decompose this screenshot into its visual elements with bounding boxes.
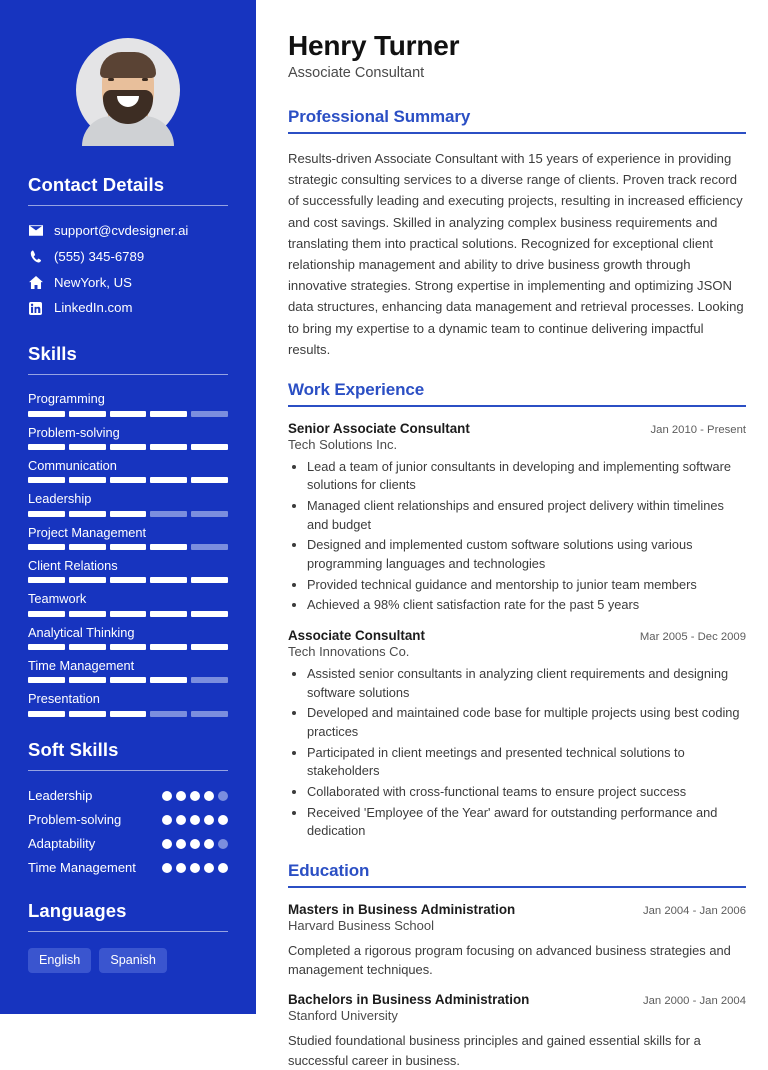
experience-entry-header [288,628,746,643]
education-degree: Bachelors in Business Administration [288,992,530,1008]
work-experience-rule [288,405,746,407]
skill-segment [69,577,106,583]
soft-skills-divider [28,770,228,771]
contact-email-text: support@cvdesigner.ai [54,223,189,238]
skill-segment [69,711,106,717]
experience-job-title: Associate Consultant [288,627,425,643]
skill-segment [69,611,106,617]
rating-dot [190,863,200,873]
soft-skill-row [28,835,228,852]
soft-skill-row [28,787,228,804]
skill-segment [191,677,228,683]
skill-label: Programming [28,391,105,407]
skill-segment [191,511,228,517]
skill-segment [150,511,187,517]
rating-dot [176,863,186,873]
rating-dot [176,839,186,849]
envelope-icon [28,225,43,236]
skills-list [28,391,228,716]
skill-segment [110,711,147,717]
experience-bullet: • Provided technical guidance and mentorship to junior team members [307,576,746,595]
skill-segment [28,677,65,683]
experience-bullet-list [288,665,746,841]
professional-summary-heading: Professional Summary [288,107,471,127]
skill-row [28,391,228,416]
skill-segment [150,444,187,450]
work-experience-heading: Work Experience [288,379,425,399]
skill-label: Project Management [28,524,147,540]
contact-linkedin-text: LinkedIn.com [54,300,133,316]
skill-segment [150,544,187,550]
section-work-experience [288,380,746,841]
rating-dot [190,791,200,801]
skill-label: Time Management [28,658,135,673]
experience-job-title: Senior Associate Consultant [288,420,470,436]
skill-row [28,458,228,483]
skill-level-bar [28,544,228,550]
skill-segment [191,644,228,650]
linkedin-icon [28,302,43,315]
experience-bullet: • Developed and maintained code base for multiple projects using best coding practices [307,704,746,741]
soft-skills-heading: Soft Skills [28,738,119,760]
section-professional-summary [288,107,746,360]
language-tag: Spanish [99,948,167,973]
education-entry-header [288,902,746,917]
languages-divider [28,931,228,932]
avatar [76,38,180,142]
skill-level-bar [28,644,228,650]
skill-label: Problem-solving [28,424,120,440]
soft-skill-label: Problem-solving [28,811,122,827]
rating-dot [162,815,172,825]
page-title: Henry Turner [288,30,460,61]
experience-bullet: • Achieved a 98% client satisfaction rate for the past 5 years [307,596,746,615]
skill-segment [150,477,187,483]
education-date-range: Jan 2000 - Jan 2004 [642,995,746,1008]
skill-segment [191,544,228,550]
skill-segment [191,711,228,717]
contact-location-text: NewYork, US [54,274,132,290]
experience-bullet-list [288,458,746,615]
skill-segment [191,411,228,417]
education-rule [288,886,746,888]
rating-dot [204,791,214,801]
contact-phone-text: (555) 345-6789 [54,248,145,264]
skill-segment [69,411,106,417]
professional-summary-rule [288,132,746,134]
skill-segment [28,411,65,417]
skill-row [28,558,228,583]
skill-label: Teamwork [28,591,87,607]
education-list [288,902,746,1070]
phone-icon [28,250,43,263]
skill-segment [110,644,147,650]
skill-label: Client Relations [28,557,118,573]
skill-segment [110,511,147,517]
experience-bullet: • Lead a team of junior consultants in developing and implementing software solutions for clients [307,458,746,495]
experience-date-range: Mar 2005 - Dec 2009 [639,630,746,643]
skill-level-bar [28,444,228,450]
skill-row [28,591,228,616]
skill-segment [69,511,106,517]
skill-segment [110,411,147,417]
skill-label: Communication [28,457,117,473]
experience-bullet: • Assisted senior consultants in analyzing client requirements and designing software solutions [307,665,746,702]
skill-row [28,425,228,450]
rating-dot [218,791,228,801]
contact-item-email[interactable] [28,222,228,240]
soft-skill-label: Leadership [28,787,93,803]
contact-details-heading: Contact Details [28,174,165,195]
education-institution: Stanford University [288,1008,398,1024]
soft-skill-rating [162,859,228,873]
contact-divider [28,205,228,206]
skill-level-bar [28,611,228,617]
sidebar [0,0,256,1014]
contact-item-location[interactable] [28,274,228,292]
rating-dot [162,839,172,849]
skill-label: Presentation [28,691,100,707]
skill-segment [28,644,65,650]
work-experience-list [288,421,746,841]
rating-dot [176,815,186,825]
rating-dot [204,839,214,849]
education-entry-header [288,992,746,1007]
skill-level-bar [28,677,228,683]
language-tag: English [28,948,91,973]
skills-heading: Skills [28,343,77,365]
rating-dot [218,815,228,825]
soft-skill-label: Adaptability [28,836,96,851]
skill-level-bar [28,511,228,517]
skill-level-bar [28,577,228,583]
rating-dot [190,839,200,849]
rating-dot [176,791,186,801]
experience-company: Tech Solutions Inc. [288,436,398,452]
rating-dot [204,863,214,873]
experience-bullet: • Managed client relationships and ensured project delivery within timelines and budget [307,497,746,534]
skill-segment [150,677,187,683]
education-description: Studied foundational business principles and gained essential skills for a successful career in business. [288,1033,701,1068]
rating-dot [162,863,172,873]
soft-skill-rating [162,787,228,801]
skill-segment [110,477,147,483]
skill-segment [69,644,106,650]
skill-segment [110,444,147,450]
skill-segment [191,577,228,583]
skill-segment [28,477,65,483]
contact-item-linkedin[interactable] [28,299,228,317]
skill-segment [28,611,65,617]
education-degree: Masters in Business Administration [288,901,516,917]
education-entry [288,902,746,980]
education-institution: Harvard Business School [288,917,434,933]
skill-label: Leadership [28,491,92,507]
section-education [288,861,746,1070]
experience-bullet: • Designed and implemented custom software solutions using various programming languages and technologies [307,536,746,573]
experience-entry [288,421,746,615]
education-heading: Education [288,861,370,880]
skill-segment [69,544,106,550]
skill-segment [150,711,187,717]
soft-skills-list [28,787,228,877]
skill-segment [28,711,65,717]
skill-segment [191,611,228,617]
experience-bullet: • Collaborated with cross-functional teams to ensure project success [307,783,746,802]
skill-segment [150,644,187,650]
skill-level-bar [28,711,228,717]
skill-segment [28,511,65,517]
skill-segment [28,544,65,550]
contact-list [28,222,228,317]
skill-label: Analytical Thinking [28,624,135,640]
skill-segment [28,444,65,450]
main-content [256,0,768,1068]
contact-item-phone[interactable] [28,248,228,266]
job-role: Associate Consultant [288,65,425,82]
soft-skill-rating [162,835,228,849]
skill-segment [191,477,228,483]
languages-list [28,948,228,973]
soft-skill-row [28,859,228,876]
avatar-container [28,38,228,142]
skill-row [28,525,228,550]
experience-bullet: • Received 'Employee of the Year' award for outstanding performance and dedication [307,804,746,841]
home-icon [28,276,43,289]
education-description: Completed a rigorous program focusing on advanced business strategies and management techniques. [288,942,731,977]
languages-heading: Languages [28,900,127,922]
professional-summary-text: Results-driven Associate Consultant with 15 years of experience in providing strategic consulting services to a diverse range of clients. Proven track record of successfully leading and executing projects, resulting in increased efficiency and cost savings. Skilled in analyzing complex business requirements and translating them into practical solutions. Recognized for exceptional client relationship management and ability to drive business growth through innovative strategies. Strong expertise in implementing and optimizing JSON data structures, enhancing data management and retrieval processes. Looking to bring my expertise to a dynamic team to continue delivering impactful results. [288,150,744,357]
skill-segment [150,411,187,417]
skill-segment [150,577,187,583]
skill-segment [110,544,147,550]
experience-entry-header [288,421,746,436]
skill-segment [69,444,106,450]
soft-skill-label: Time Management [28,860,136,876]
rating-dot [218,839,228,849]
skills-divider [28,374,228,375]
experience-company: Tech Innovations Co. [288,643,410,659]
soft-skill-rating [162,811,228,825]
skill-segment [150,611,187,617]
skill-row [28,625,228,650]
education-entry [288,992,746,1070]
experience-date-range: Jan 2010 - Present [650,423,746,436]
experience-bullet: • Participated in client meetings and presented technical solutions to stakeholders [307,744,746,781]
rating-dot [218,863,228,873]
rating-dot [204,815,214,825]
skill-level-bar [28,477,228,483]
rating-dot [190,815,200,825]
skill-segment [191,444,228,450]
skill-level-bar [28,411,228,417]
skill-segment [28,577,65,583]
rating-dot [162,791,172,801]
skill-segment [69,477,106,483]
skill-row [28,658,228,683]
soft-skill-row [28,811,228,828]
skill-row [28,491,228,516]
skill-segment [69,677,106,683]
education-date-range: Jan 2004 - Jan 2006 [642,904,746,917]
experience-entry [288,628,746,841]
skill-segment [110,577,147,583]
skill-row [28,691,228,716]
skill-segment [110,677,147,683]
skill-segment [110,611,147,617]
